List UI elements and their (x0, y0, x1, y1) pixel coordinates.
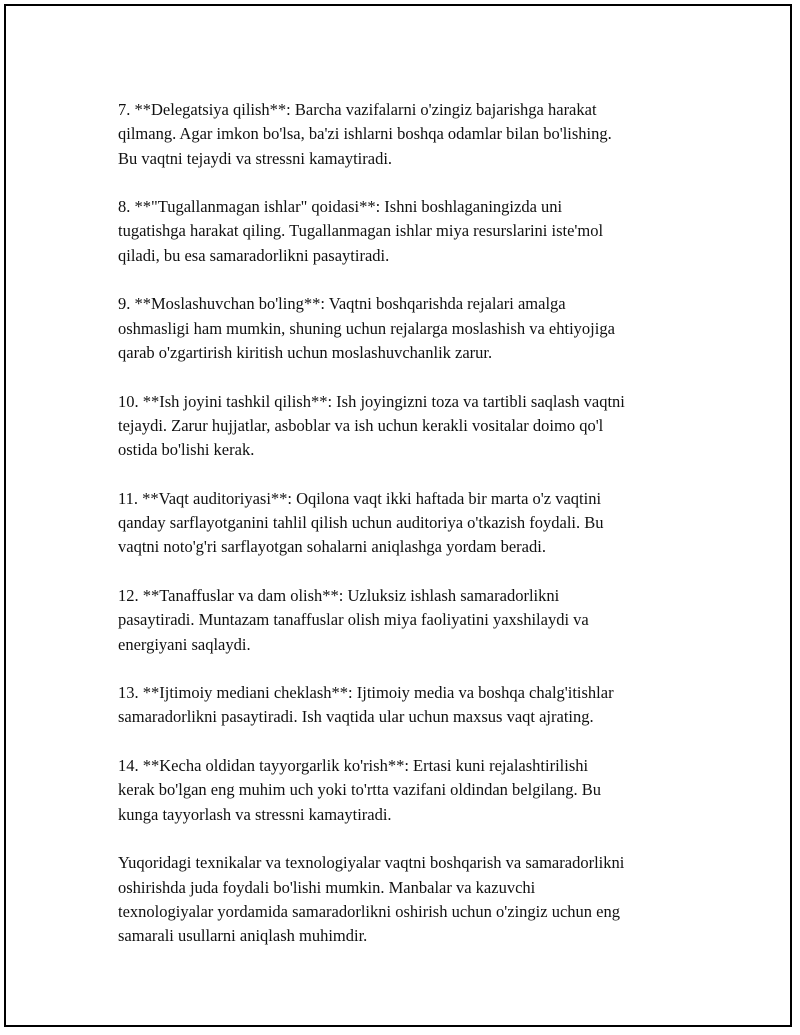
paragraph-line: 12. **Tanaffuslar va dam olish**: Uzluksiz ishlash samaradorlikni (118, 585, 560, 605)
paragraph-line: energiyani saqlaydi. (118, 634, 251, 654)
paragraph-line: 11. **Vaqt auditoriyasi**: Oqilona vaqt ikki haftada bir marta o'z vaqtini (118, 488, 602, 508)
paragraph-item-11 (118, 487, 708, 560)
paragraph-line: 14. **Kecha oldidan tayyorgarlik ko'rish**: Ertasi kuni rejalashtirilishi (118, 756, 589, 776)
paragraph-item-14 (118, 754, 708, 827)
paragraph-line: samaradorlikni pasaytiradi. Ish vaqtida ular uchun maxsus vaqt ajrating. (118, 707, 594, 727)
paragraph-line: pasaytiradi. Muntazam tanaffuslar olish miya faoliyatini yaxshilaydi va (118, 610, 589, 630)
paragraph-line: 13. **Ijtimoiy mediani cheklash**: Ijtimoiy media va boshqa chalg'itishlar (118, 683, 614, 703)
paragraph-line: oshmasligi ham mumkin, shuning uchun rejalarga moslashish va ehtiyojiga (118, 318, 615, 338)
paragraph-item-8 (118, 195, 708, 268)
page-frame (4, 4, 792, 1027)
paragraph-line: samarali usullarni aniqlash muhimdir. (118, 926, 368, 946)
paragraph-line: qanday sarflayotganini tahlil qilish uchun auditoriya o'tkazish foydali. Bu (118, 513, 604, 533)
conclusion-paragraph (118, 851, 708, 948)
paragraph-line: qilmang. Agar imkon bo'lsa, ba'zi ishlarni boshqa odamlar bilan bo'lishing. (118, 124, 612, 144)
paragraph-item-7 (118, 98, 708, 171)
paragraph-line: qiladi, bu esa samaradorlikni pasaytiradi. (118, 245, 390, 265)
paragraph-item-10 (118, 390, 708, 463)
paragraph-line: qarab o'zgartirish kiritish uchun moslashuvchanlik zarur. (118, 342, 493, 362)
paragraph-line: Yuqoridagi texnikalar va texnologiyalar vaqtni boshqarish va samaradorlikni (118, 853, 625, 873)
paragraph-line: texnologiyalar yordamida samaradorlikni oshirish uchun o'zingiz uchun eng (118, 901, 620, 921)
paragraph-line: kerak bo'lgan eng muhim uch yoki to'rtta vazifani oldindan belgilang. Bu (118, 780, 601, 800)
paragraph-line: 10. **Ish joyini tashkil qilish**: Ish joyingizni toza va tartibli saqlash vaqtni (118, 391, 625, 411)
paragraph-line: 9. **Moslashuvchan bo'ling**: Vaqtni boshqarishda rejalari amalga (118, 294, 566, 314)
paragraph-line: ostida bo'lishi kerak. (118, 440, 255, 460)
paragraph-line: vaqtni noto'g'ri sarflayotgan sohalarni aniqlashga yordam beradi. (118, 537, 546, 557)
paragraph-line: 8. **"Tugallanmagan ishlar" qoidasi**: Ishni boshlaganingizda uni (118, 197, 563, 217)
paragraph-line: 7. **Delegatsiya qilish**: Barcha vazifalarni o'zingiz bajarishga harakat (118, 100, 597, 119)
document-body (118, 98, 708, 948)
paragraph-item-12 (118, 584, 708, 657)
paragraph-line: oshirishda juda foydali bo'lishi mumkin. Manbalar va kazuvchi (118, 877, 536, 897)
paragraph-line: tejaydi. Zarur hujjatlar, asboblar va ish uchun kerakli vositalar doimo qo'l (118, 415, 604, 435)
paragraph-line: tugatishga harakat qiling. Tugallanmagan ishlar miya resurslarini iste'mol (118, 221, 604, 241)
paragraph-line: Bu vaqtni tejaydi va stressni kamaytiradi. (118, 148, 393, 168)
paragraph-line: kunga tayyorlash va stressni kamaytiradi. (118, 804, 392, 824)
paragraph-item-9 (118, 292, 708, 365)
paragraph-item-13 (118, 681, 708, 730)
